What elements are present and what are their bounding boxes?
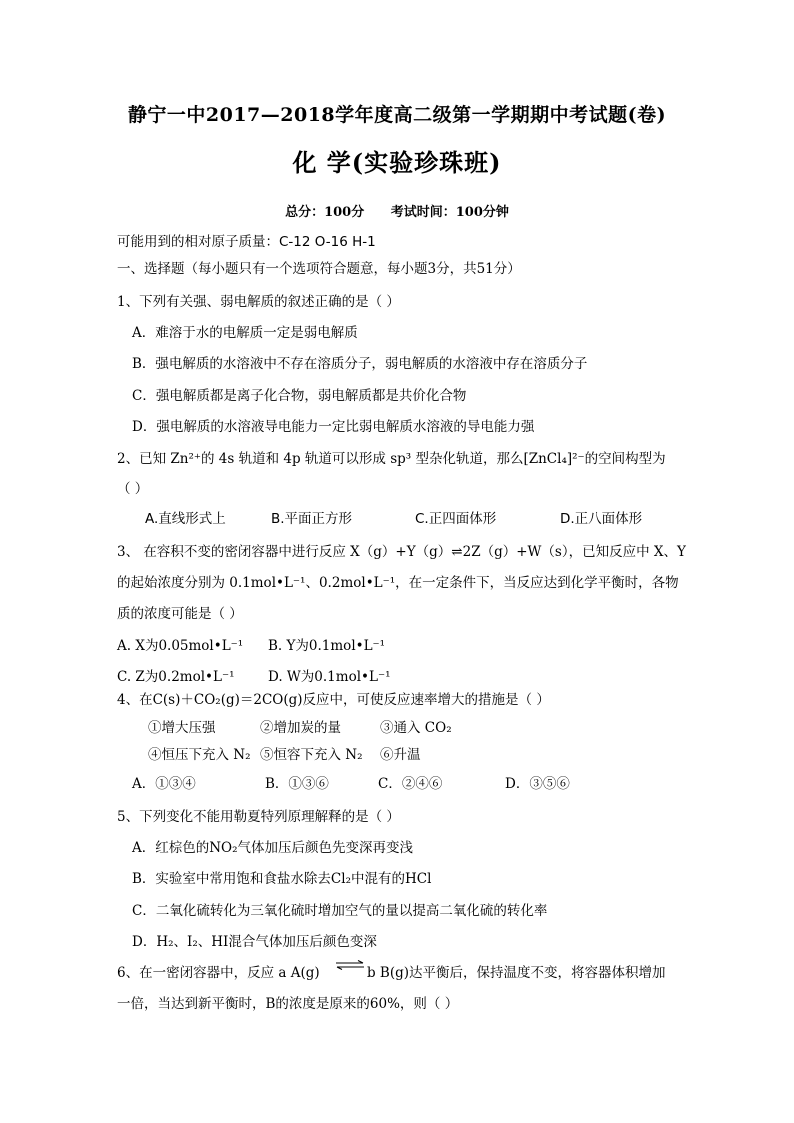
exam-time: 考试时间：100分钟 bbox=[390, 205, 509, 220]
q5-stem: 5、下列变化不能用勒夏特列原理解释的是（ ） bbox=[117, 809, 400, 825]
q2-option-a: A.直线形式上 bbox=[145, 511, 226, 527]
exam-title: 静宁一中2017—2018学年度高二级第一学期期中考试题(卷) bbox=[127, 104, 667, 126]
q4-measure-2: ②增加炭的量 bbox=[260, 720, 341, 736]
section-heading: 一、选择题（每小题只有一个选项符合题意，每小题3分，共51分） bbox=[117, 261, 521, 277]
q2-stem: 2、已知 Zn²⁺的 4s 轨道和 4p 轨道可以形成 sp³ 型杂化轨道，那么[ZnCl₄]²⁻的空间构型为 bbox=[117, 451, 666, 467]
q6-line-2: 一倍，当达到新平衡时，B的浓度是原来的60%，则（ ） bbox=[117, 996, 459, 1012]
q4-option-d: D．③⑤⑥ bbox=[505, 776, 570, 792]
q6-line-1-end: b B(g)达平衡后，保持温度不变，将容器体积增加 bbox=[367, 965, 666, 981]
q4-measure-3: ③通入 CO₂ bbox=[380, 720, 452, 736]
q3-option-b: B. Y为0.1mol•L⁻¹ bbox=[268, 638, 386, 654]
total-score: 总分：100分 bbox=[285, 205, 365, 220]
q4-option-c: C．②④⑥ bbox=[378, 776, 443, 792]
q3-option-a: A. X为0.05mol•L⁻¹ bbox=[117, 638, 244, 654]
q6-line-1-start: 6、在一密闭容器中，反应 a A(g) bbox=[117, 965, 320, 981]
q5-option-b: B．实验室中常用饱和食盐水除去Cl₂中混有的HCl bbox=[132, 871, 432, 887]
q1-option-b: B．强电解质的水溶液中不存在溶质分子，弱电解质的水溶液中存在溶质分子 bbox=[132, 356, 588, 372]
q1-option-a: A．难溶于水的电解质一定是弱电解质 bbox=[132, 325, 358, 341]
q3-option-d: D. W为0.1mol•L⁻¹ bbox=[268, 669, 391, 685]
q5-option-c: C．二氧化硫转化为三氧化硫时增加空气的量以提高二氧化硫的转化率 bbox=[132, 903, 548, 919]
q2-stem-bracket: （ ） bbox=[117, 481, 149, 497]
q5-option-d: D．H₂、I₂、HI混合气体加压后颜色变深 bbox=[132, 934, 377, 950]
q4-measure-6: ⑥升温 bbox=[380, 747, 421, 763]
q3-option-c: C. Z为0.2mol•L⁻¹ bbox=[117, 669, 235, 685]
exam-subtitle: 化 学(实验珍珠班) bbox=[292, 148, 502, 177]
q1-stem: 1、下列有关强、弱电解质的叙述正确的是（ ） bbox=[117, 294, 400, 310]
q4-measure-1: ①增大压强 bbox=[148, 720, 216, 736]
q2-option-d: D.正八面体形 bbox=[560, 511, 643, 527]
q2-option-c: C.正四面体形 bbox=[415, 511, 497, 527]
q4-measure-5: ⑤恒容下充入 N₂ bbox=[260, 747, 363, 763]
equilibrium-arrow-icon bbox=[335, 960, 365, 970]
q3-line-2: 的起始浓度分别为 0.1mol•L⁻¹、0.2mol•L⁻¹，在一定条件下，当反应达到化学平衡时，各物 bbox=[117, 575, 679, 591]
q1-option-d: D．强电解质的水溶液导电能力一定比弱电解质水溶液的导电能力强 bbox=[132, 419, 535, 435]
q4-measure-4: ④恒压下充入 N₂ bbox=[148, 747, 251, 763]
q4-option-a: A．①③④ bbox=[132, 776, 196, 792]
q5-option-a: A．红棕色的NO₂气体加压后颜色先变深再变浅 bbox=[132, 840, 414, 856]
q3-line-1: 3、 在容积不变的密闭容器中进行反应 X（g）+Y（g）⇌2Z（g）+W（s），已知反应中 X、Y bbox=[117, 544, 686, 560]
exam-meta bbox=[0, 201, 794, 220]
q1-option-c: C．强电解质都是离子化合物，弱电解质都是共价化合物 bbox=[132, 388, 467, 404]
q3-line-3: 质的浓度可能是（ ） bbox=[117, 606, 243, 622]
atomic-mass-line: 可能用到的相对原子质量：C-12 O-16 H-1 bbox=[117, 234, 376, 250]
q2-option-b: B.平面正方形 bbox=[271, 511, 353, 527]
q4-option-b: B．①③⑥ bbox=[265, 776, 329, 792]
q4-stem: 4、在C(s)＋CO₂(g)＝2CO(g)反应中，可使反应速率增大的措施是（ ） bbox=[117, 692, 550, 708]
